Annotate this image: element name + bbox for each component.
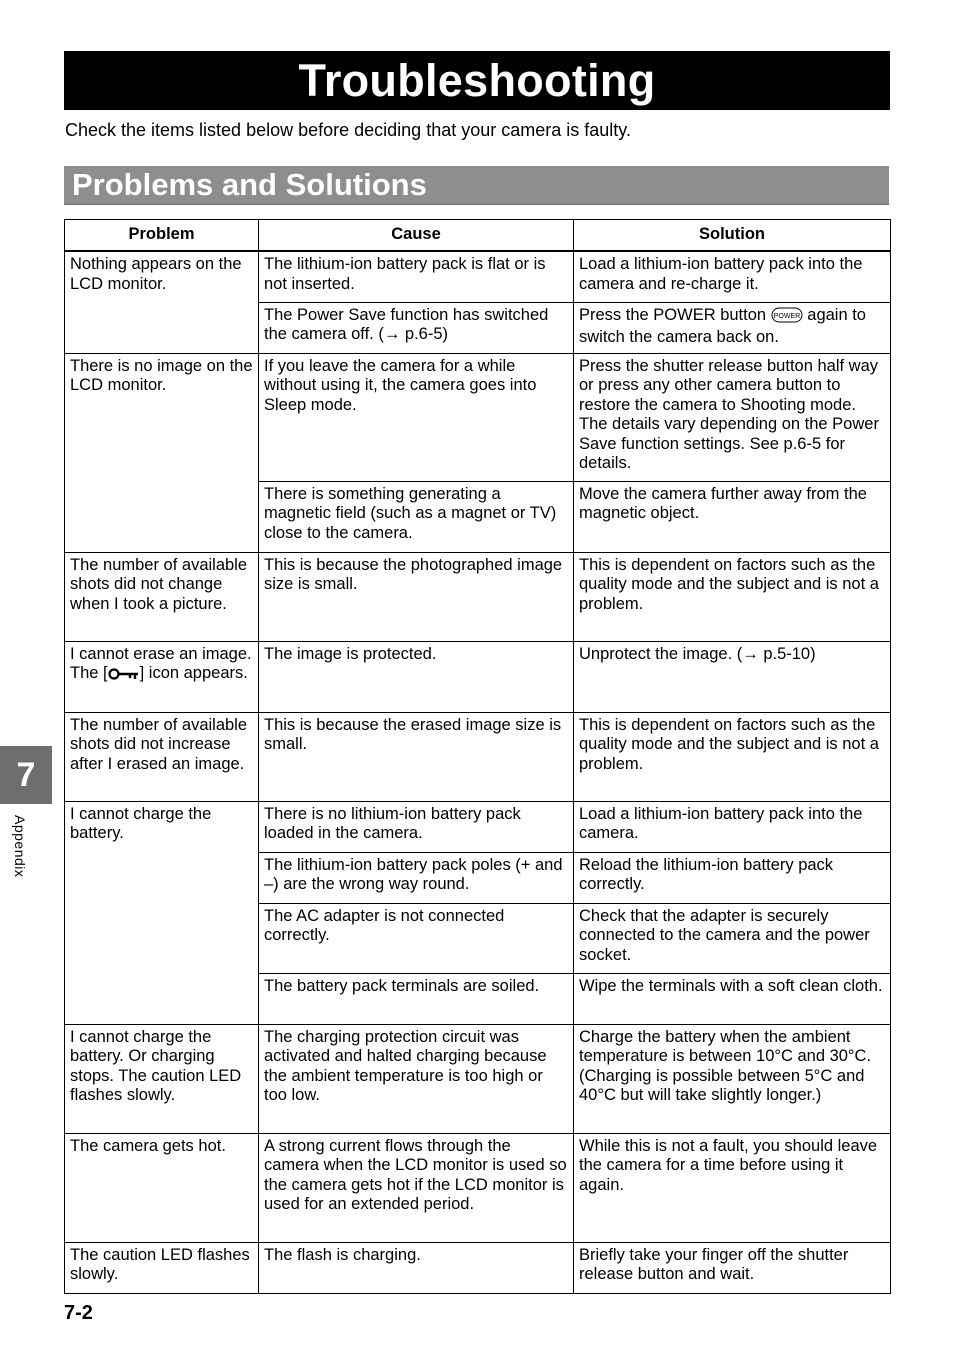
cause-cell: The image is protected.: [259, 641, 574, 712]
problem-cell: The caution LED flashes slowly.: [65, 1242, 259, 1293]
solution-cell: Briefly take your finger off the shutter release button and wait.: [574, 1242, 891, 1293]
problem-cell: I cannot charge the battery. Or charging stops. The caution LED flashes slowly.: [65, 1024, 259, 1133]
cause-cell: There is something generating a magnetic field (such as a magnet or TV) close to the camera.: [259, 481, 574, 552]
header-solution: Solution: [574, 220, 891, 252]
table-header-row: [65, 220, 891, 252]
problem-cell: Nothing appears on the LCD monitor.: [65, 251, 259, 353]
header-cause: Cause: [259, 220, 574, 252]
page-number: 7-2: [64, 1302, 93, 1324]
cause-cell: This is because the erased image size is small.: [259, 712, 574, 801]
intro-text: Check the items listed below before deciding that your camera is faulty.: [65, 120, 631, 140]
protect-key-icon: [108, 667, 140, 687]
solution-cell: Press the shutter release button half way or press any other camera button to restore the camera to Shooting mode. The details vary depending on the Power Save function settings. See p.6-5 for details.: [574, 353, 891, 481]
table-row: [65, 1133, 891, 1242]
header-problem: Problem: [65, 220, 259, 252]
solution-cell: Wipe the terminals with a soft clean cloth.: [574, 973, 891, 1024]
solution-text: Press the POWER button: [579, 305, 767, 324]
table-row: [65, 712, 891, 801]
cause-cell: The battery pack terminals are soiled.: [259, 973, 574, 1024]
problem-cell: [65, 641, 259, 712]
table-row: [65, 801, 891, 852]
problem-text: ] icon appears.: [139, 664, 248, 682]
cause-cell: The flash is charging.: [259, 1242, 574, 1293]
cause-cell: The Power Save function has switched the camera off. (→ p.6-5): [259, 302, 574, 353]
chapter-label: Appendix: [12, 815, 28, 878]
chapter-tab: 7: [0, 746, 52, 804]
problem-cell: The number of available shots did not change when I took a picture.: [65, 552, 259, 641]
solution-text: again to switch the camera back on.: [579, 305, 866, 346]
cause-cell: The charging protection circuit was activated and halted charging because the ambient temperature is too high or too low.: [259, 1024, 574, 1133]
cause-cell: This is because the photographed image size is small.: [259, 552, 574, 641]
table-row: [65, 251, 891, 302]
section-heading: Problems and Solutions: [64, 166, 889, 205]
solution-cell: This is dependent on factors such as the quality mode and the subject and is not a problem.: [574, 712, 891, 801]
solution-cell: Charge the battery when the ambient temperature is between 10°C and 30°C. (Charging is possible between 5°C and 40°C but will take slightly longer.): [574, 1024, 891, 1133]
table-row: [65, 552, 891, 641]
cause-cell: There is no lithium-ion battery pack loaded in the camera.: [259, 801, 574, 852]
problem-cell: There is no image on the LCD monitor.: [65, 353, 259, 552]
cause-cell: If you leave the camera for a while without using it, the camera goes into Sleep mode.: [259, 353, 574, 481]
problem-cell: I cannot charge the battery.: [65, 801, 259, 1024]
table-row: [65, 641, 891, 712]
solution-cell: [574, 302, 891, 353]
cause-cell: The lithium-ion battery pack poles (+ and –) are the wrong way round.: [259, 852, 574, 903]
problem-text: I cannot erase an image. The [: [70, 644, 252, 682]
solution-cell: While this is not a fault, you should leave the camera for a time before using it again.: [574, 1133, 891, 1242]
troubleshooting-table: [64, 219, 891, 1294]
solution-cell: Reload the lithium-ion battery pack correctly.: [574, 852, 891, 903]
cause-cell: The AC adapter is not connected correctly.: [259, 903, 574, 973]
solution-cell: This is dependent on factors such as the quality mode and the subject and is not a problem.: [574, 552, 891, 641]
solution-cell: Load a lithium-ion battery pack into the camera.: [574, 801, 891, 852]
problem-cell: The number of available shots did not increase after I erased an image.: [65, 712, 259, 801]
solution-cell: Unprotect the image. (→ p.5-10): [574, 641, 891, 712]
solution-cell: Load a lithium-ion battery pack into the camera and re-charge it.: [574, 251, 891, 302]
page-title: Troubleshooting: [64, 51, 890, 110]
solution-cell: Move the camera further away from the magnetic object.: [574, 481, 891, 552]
cause-cell: The lithium-ion battery pack is flat or is not inserted.: [259, 251, 574, 302]
solution-cell: Check that the adapter is securely connected to the camera and the power socket.: [574, 903, 891, 973]
table-row: [65, 1024, 891, 1133]
cause-cell: A strong current flows through the camera when the LCD monitor is used so the camera gets hot if the LCD monitor is used for an extended period.: [259, 1133, 574, 1242]
table-row: [65, 1242, 891, 1293]
power-button-icon: [771, 307, 803, 329]
power-icon-label: POWER: [773, 312, 800, 320]
table-row: [65, 353, 891, 481]
problem-cell: The camera gets hot.: [65, 1133, 259, 1242]
